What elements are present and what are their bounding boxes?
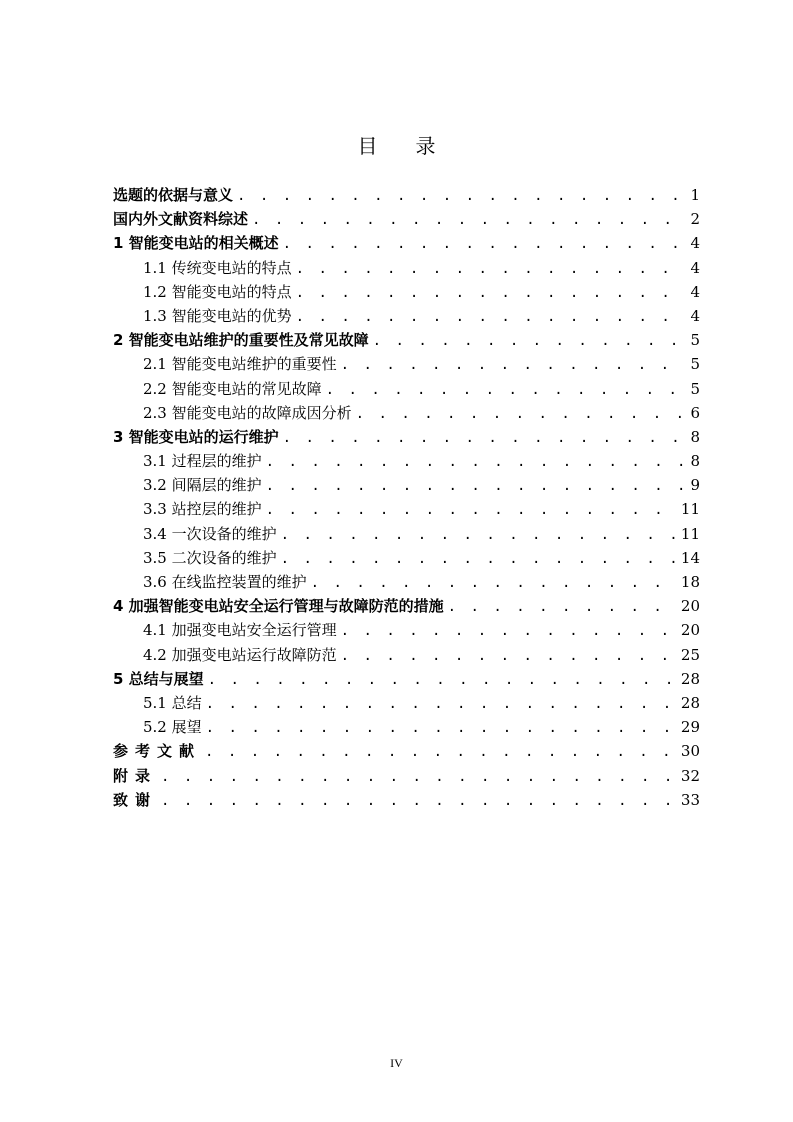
toc-entry-label: 3.6 在线监控装置的维护 bbox=[143, 573, 307, 591]
toc-dot-leader bbox=[283, 426, 684, 449]
toc-entry-chapter[interactable] bbox=[113, 788, 700, 812]
toc-entry-chapter[interactable] bbox=[113, 425, 700, 449]
toc-entry-section[interactable] bbox=[113, 522, 700, 546]
toc-entry-section[interactable] bbox=[113, 473, 700, 497]
toc-dot-leader bbox=[206, 692, 677, 715]
toc-entry-page-number: 4 bbox=[690, 258, 700, 277]
toc-heading-char-1: 目 bbox=[357, 134, 378, 158]
toc-entry-page-number: 5 bbox=[690, 331, 700, 350]
toc-dot-leader bbox=[266, 450, 684, 473]
toc-entry-page-number: 8 bbox=[690, 427, 700, 446]
toc-entry-page-number: 11 bbox=[680, 500, 700, 519]
toc-entry-page-number: 8 bbox=[690, 452, 700, 471]
toc-entry-page-number: 5 bbox=[690, 379, 700, 398]
toc-entry-label: 1 智能变电站的相关概述 bbox=[113, 234, 279, 253]
toc-dot-leader bbox=[161, 765, 677, 788]
toc-entry-label: 1.2 智能变电站的特点 bbox=[143, 282, 292, 301]
toc-entry-section[interactable] bbox=[113, 497, 700, 521]
toc-dot-leader bbox=[206, 716, 677, 739]
toc-entry-label: 1.1 传统变电站的特点 bbox=[143, 258, 292, 277]
toc-dot-leader bbox=[341, 644, 677, 667]
toc-entry-page-number: 11 bbox=[680, 524, 700, 543]
toc-dot-leader bbox=[373, 329, 684, 352]
toc-entry-section[interactable] bbox=[113, 256, 700, 280]
toc-entry-section[interactable] bbox=[113, 304, 700, 328]
toc-entry-section[interactable] bbox=[113, 570, 700, 594]
toc-entry-label: 附录 bbox=[113, 766, 158, 785]
toc-entry-label: 3.5 二次设备的维护 bbox=[143, 548, 277, 567]
toc-entry-page-number: 28 bbox=[680, 669, 700, 688]
toc-entry-page-number: 4 bbox=[690, 306, 700, 325]
toc-entry-label: 5 总结与展望 bbox=[113, 669, 204, 688]
toc-entry-label: 4 加强智能变电站安全运行管理与故障防范的措施 bbox=[113, 597, 444, 616]
toc-entry-section[interactable] bbox=[113, 401, 700, 425]
toc-entry-page-number: 5 bbox=[690, 355, 700, 374]
toc-entry-page-number: 33 bbox=[680, 790, 700, 809]
toc-entry-label: 3.1 过程层的维护 bbox=[143, 452, 262, 471]
toc-entry-page-number: 4 bbox=[690, 282, 700, 301]
toc-entry-label: 2.3 智能变电站的故障成因分析 bbox=[143, 403, 352, 422]
toc-dot-leader bbox=[252, 208, 684, 231]
toc-entry-page-number: 20 bbox=[680, 597, 700, 616]
toc-entry-section[interactable] bbox=[113, 546, 700, 570]
toc-entry-label: 3.4 一次设备的维护 bbox=[143, 524, 277, 543]
toc-entry-label: 参考文献 bbox=[113, 742, 202, 761]
toc-dot-leader bbox=[341, 353, 684, 376]
toc-dot-leader bbox=[356, 402, 684, 425]
toc-dot-leader bbox=[296, 257, 684, 280]
toc-entry-label: 国内外文献资料综述 bbox=[113, 210, 249, 229]
toc-entry-section[interactable] bbox=[113, 715, 700, 739]
toc-entry-section[interactable] bbox=[113, 449, 700, 473]
toc-entry-page-number: 29 bbox=[680, 718, 700, 737]
toc-entry-label: 2.1 智能变电站维护的重要性 bbox=[143, 355, 337, 374]
toc-dot-leader bbox=[266, 474, 684, 497]
toc-entry-label: 5.1 总结 bbox=[143, 693, 202, 712]
toc-dot-leader bbox=[311, 571, 677, 594]
toc-entry-chapter[interactable] bbox=[113, 183, 700, 207]
toc-entry-page-number: 25 bbox=[680, 645, 700, 664]
toc-dot-leader bbox=[281, 523, 677, 546]
toc-entry-page-number: 28 bbox=[680, 693, 700, 712]
toc-entry-section[interactable] bbox=[113, 643, 700, 667]
toc-entry-page-number: 9 bbox=[690, 476, 700, 495]
toc-dot-leader bbox=[205, 740, 677, 763]
toc-entry-section[interactable] bbox=[113, 352, 700, 376]
toc-entry-chapter[interactable] bbox=[113, 231, 700, 255]
toc-entry-page-number: 4 bbox=[690, 234, 700, 253]
toc-heading-char-2: 录 bbox=[415, 134, 436, 158]
toc-entry-page-number: 2 bbox=[690, 210, 700, 229]
toc-entry-label: 4.1 加强变电站安全运行管理 bbox=[143, 621, 337, 640]
toc-entry-page-number: 14 bbox=[680, 548, 700, 567]
toc-dot-leader bbox=[281, 547, 677, 570]
toc-entry-chapter[interactable] bbox=[113, 594, 700, 618]
toc-entry-section[interactable] bbox=[113, 377, 700, 401]
toc-dot-leader bbox=[341, 619, 677, 642]
table-of-contents bbox=[113, 183, 700, 812]
toc-entry-label: 致谢 bbox=[113, 790, 158, 809]
toc-entry-chapter[interactable] bbox=[113, 764, 700, 788]
toc-dot-leader bbox=[296, 281, 684, 304]
toc-entry-section[interactable] bbox=[113, 691, 700, 715]
toc-entry-label: 1.3 智能变电站的优势 bbox=[143, 306, 292, 325]
toc-entry-label: 4.2 加强变电站运行故障防范 bbox=[143, 645, 337, 664]
toc-entry-label: 3 智能变电站的运行维护 bbox=[113, 427, 279, 446]
toc-dot-leader bbox=[161, 789, 677, 812]
toc-entry-page-number: 32 bbox=[680, 766, 700, 785]
toc-entry-chapter[interactable] bbox=[113, 667, 700, 691]
toc-entry-page-number: 20 bbox=[680, 621, 700, 640]
toc-entry-page-number: 18 bbox=[680, 573, 700, 591]
toc-entry-label: 5.2 展望 bbox=[143, 718, 202, 737]
toc-entry-page-number: 30 bbox=[680, 742, 700, 761]
toc-entry-chapter[interactable] bbox=[113, 328, 700, 352]
toc-entry-chapter[interactable] bbox=[113, 739, 700, 763]
toc-dot-leader bbox=[296, 305, 684, 328]
toc-entry-page-number: 1 bbox=[690, 186, 700, 204]
toc-entry-label: 选题的依据与意义 bbox=[113, 186, 234, 204]
toc-entry-label: 3.3 站控层的维护 bbox=[143, 500, 262, 519]
toc-entry-section[interactable] bbox=[113, 280, 700, 304]
toc-dot-leader bbox=[326, 378, 684, 401]
page-number: IV bbox=[390, 1056, 403, 1070]
toc-entry-chapter[interactable] bbox=[113, 207, 700, 231]
toc-heading bbox=[0, 132, 793, 160]
toc-entry-page-number: 6 bbox=[690, 403, 700, 422]
toc-dot-leader bbox=[237, 184, 684, 207]
toc-entry-label: 2.2 智能变电站的常见故障 bbox=[143, 379, 322, 398]
toc-dot-leader bbox=[448, 595, 677, 618]
toc-dot-leader bbox=[283, 232, 684, 255]
toc-dot-leader bbox=[208, 668, 677, 691]
toc-entry-section[interactable] bbox=[113, 618, 700, 642]
toc-entry-label: 3.2 间隔层的维护 bbox=[143, 476, 262, 495]
toc-entry-label: 2 智能变电站维护的重要性及常见故障 bbox=[113, 331, 369, 350]
toc-dot-leader bbox=[266, 498, 677, 521]
